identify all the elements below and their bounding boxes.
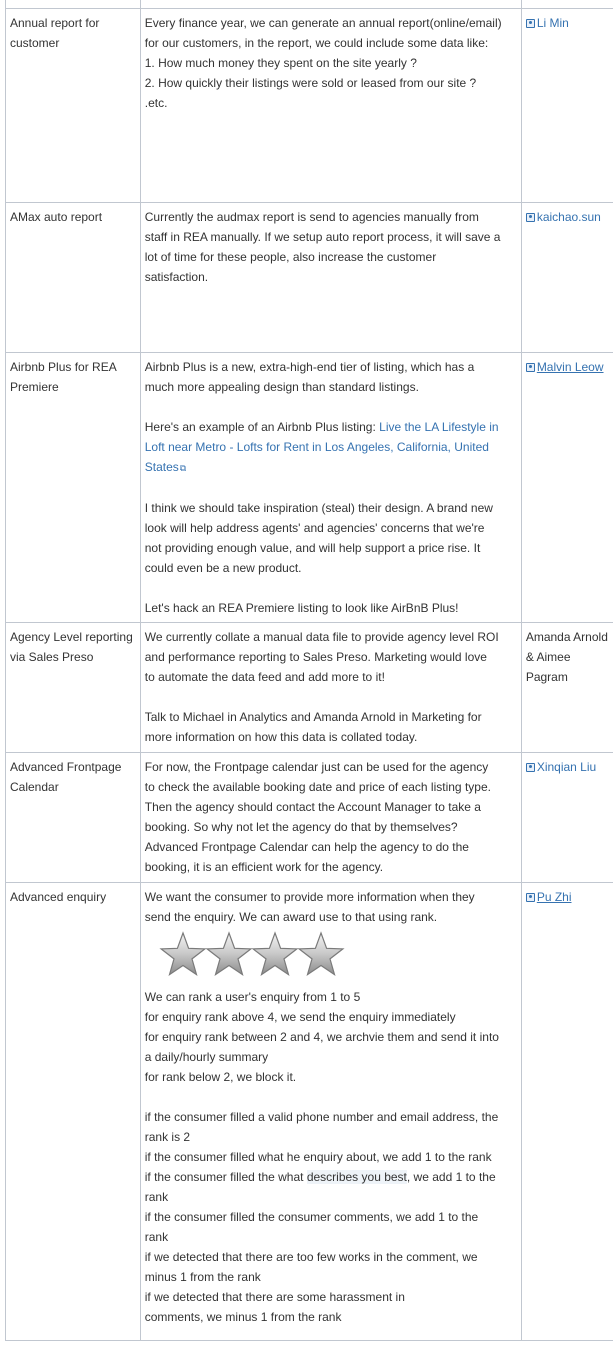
owner-cell [521, 622, 613, 752]
user-mention[interactable] [526, 360, 604, 374]
idea-title-cell [6, 8, 141, 202]
airbnb-listing-link[interactable]: Live the LA Lifestyle in [379, 419, 499, 434]
idea-title-cell [6, 882, 141, 1340]
table-row [6, 622, 613, 752]
idea-title: Agency Level reporting [10, 629, 133, 644]
idea-title: customer [10, 35, 60, 50]
description-line: minus 1 from the rank [144, 1269, 261, 1284]
description-line: look will help address agents' and agencies' concerns that we're [144, 520, 485, 535]
external-link-icon: ⧉ [179, 462, 187, 473]
description-line: We want the consumer to provide more information when they [144, 889, 475, 904]
airbnb-listing-link[interactable]: Loft near Metro - Lofts for Rent in Los Angeles, California, United [144, 439, 489, 454]
user-profile-icon [526, 893, 535, 902]
owner-text: & Aimee [525, 649, 571, 664]
idea-title: Advanced Frontpage [10, 759, 122, 774]
star-rating-graphic [159, 927, 359, 983]
description-line: if the consumer filled the consumer comments, we add 1 to the [144, 1209, 479, 1224]
description-line: if we detected that there are some harassment in [144, 1289, 405, 1304]
user-profile-icon [526, 763, 535, 772]
idea-title: AMax auto report [10, 209, 103, 224]
idea-title: Annual report for [10, 15, 100, 30]
idea-title-cell [6, 752, 141, 882]
description-line: Let's hack an REA Premiere listing to look like AirBnB Plus! [144, 600, 459, 615]
idea-title: Airbnb Plus for REA [10, 359, 117, 374]
user-name: Pu Zhi [536, 889, 572, 904]
user-name: Li Min [536, 15, 569, 30]
user-mention[interactable] [526, 890, 572, 904]
description-line: .etc. [144, 95, 168, 110]
description-line: We currently collate a manual data file to provide agency level ROI [144, 629, 499, 644]
description-line: staff in REA manually. If we setup auto report process, it will save a [144, 229, 501, 244]
table-row [6, 882, 613, 1340]
description-line: rank [144, 1229, 169, 1244]
idea-title-cell [6, 352, 141, 622]
owner-cell [521, 352, 613, 622]
idea-description-cell [140, 882, 521, 1340]
table-row [6, 0, 613, 8]
description-line: Here's an example of an Airbnb Plus listing: Live the LA Lifestyle in [144, 419, 499, 434]
description-line: if the consumer filled the what describes you best, we add 1 to the [144, 1169, 496, 1184]
description-line [145, 437, 517, 457]
description-line: if the consumer filled what he enquiry about, we add 1 to the rank [144, 1149, 492, 1164]
description-line: to automate the data feed and add more to it! [144, 669, 385, 684]
idea-title: via Sales Preso [10, 649, 94, 664]
highlighted-text: describes you best [306, 1169, 407, 1184]
airbnb-listing-link[interactable]: States [144, 459, 179, 474]
user-name: Malvin Leow [536, 359, 604, 374]
table-row [6, 352, 613, 622]
idea-title-cell [6, 202, 141, 352]
description-line: Airbnb Plus is a new, extra-high-end tier of listing, which has a [144, 359, 475, 374]
user-name: kaichao.sun [536, 209, 601, 224]
table-row [6, 202, 613, 352]
idea-description-cell [140, 622, 521, 752]
description-line: Talk to Michael in Analytics and Amanda Arnold in Marketing for [144, 709, 482, 724]
description-line: if the consumer filled a valid phone number and email address, the [144, 1109, 499, 1124]
description-line: booking, it is an efficient work for the agency. [144, 859, 384, 874]
star-icon [253, 933, 297, 975]
owner-text: Amanda Arnold [525, 629, 608, 644]
star-icon [161, 933, 205, 975]
idea-title: Premiere [10, 379, 59, 394]
owner-cell [521, 202, 613, 352]
description-line: Currently the audmax report is send to agencies manually from [144, 209, 479, 224]
star-icon [207, 933, 251, 975]
description-line: more information on how this data is collated today. [144, 729, 418, 744]
idea-description-cell [140, 752, 521, 882]
description-line: for enquiry rank between 2 and 4, we archvie them and send it into [144, 1029, 499, 1044]
description-line: Then the agency should contact the Account Manager to take a [144, 799, 481, 814]
idea-description-cell [140, 352, 521, 622]
description-line: I think we should take inspiration (steal) their design. A brand new [144, 500, 493, 515]
description-line: send the enquiry. We can award use to that using rank. [144, 909, 438, 924]
description-line: and performance reporting to Sales Preso. Marketing would love [144, 649, 487, 664]
user-profile-icon [526, 363, 535, 372]
star-rating-image [145, 927, 517, 987]
description-line: rank [144, 1189, 169, 1204]
description-line: for rank below 2, we block it. [144, 1069, 297, 1084]
description-line: to check the available booking date and price of each listing type. [144, 779, 491, 794]
description-line: satisfaction. [144, 269, 209, 284]
description-line [145, 457, 517, 478]
owner-cell [521, 8, 613, 202]
user-mention[interactable] [526, 16, 569, 30]
description-line: not providing enough value, and will help support a price rise. It [144, 540, 481, 555]
description-line: For now, the Frontpage calendar just can be used for the agency [144, 759, 489, 774]
description-line: rank is 2 [144, 1129, 191, 1144]
description-line: Every finance year, we can generate an annual report(online/email) [144, 15, 502, 30]
owner-cell [521, 882, 613, 1340]
idea-description-cell [140, 202, 521, 352]
description-line: 2. How quickly their listings were sold or leased from our site ? [144, 75, 477, 90]
user-name: Xinqian Liu [536, 759, 597, 774]
idea-title: Calendar [10, 779, 59, 794]
idea-description-cell [140, 8, 521, 202]
table-row [6, 752, 613, 882]
user-profile-icon [526, 213, 535, 222]
description-line: Advanced Frontpage Calendar can help the agency to do the [144, 839, 469, 854]
idea-title: Advanced enquiry [10, 889, 107, 904]
ideas-table [5, 0, 613, 1341]
idea-title-cell [6, 622, 141, 752]
description-line: a daily/hourly summary [144, 1049, 269, 1064]
owner-text: Pagram [525, 669, 568, 684]
user-mention[interactable] [526, 760, 596, 774]
description-line: lot of time for these people, also increase the customer [144, 249, 437, 264]
table-row [6, 8, 613, 202]
user-mention[interactable] [526, 210, 601, 224]
description-line: 1. How much money they spent on the site yearly ? [144, 55, 417, 70]
user-profile-icon [526, 19, 535, 28]
star-icon [299, 933, 343, 975]
description-line: comments, we minus 1 from the rank [144, 1309, 342, 1324]
owner-cell [521, 752, 613, 882]
description-line: if we detected that there are too few works in the comment, we [144, 1249, 478, 1264]
description-line: for enquiry rank above 4, we send the enquiry immediately [144, 1009, 456, 1024]
description-line: could even be a new product. [144, 560, 302, 575]
description-line: booking. So why not let the agency do that by themselves? [144, 819, 458, 834]
description-line: much more appealing design than standard listings. [144, 379, 419, 394]
description-line: We can rank a user's enquiry from 1 to 5 [144, 989, 361, 1004]
description-line: for our customers, in the report, we could include some data like: [144, 35, 489, 50]
